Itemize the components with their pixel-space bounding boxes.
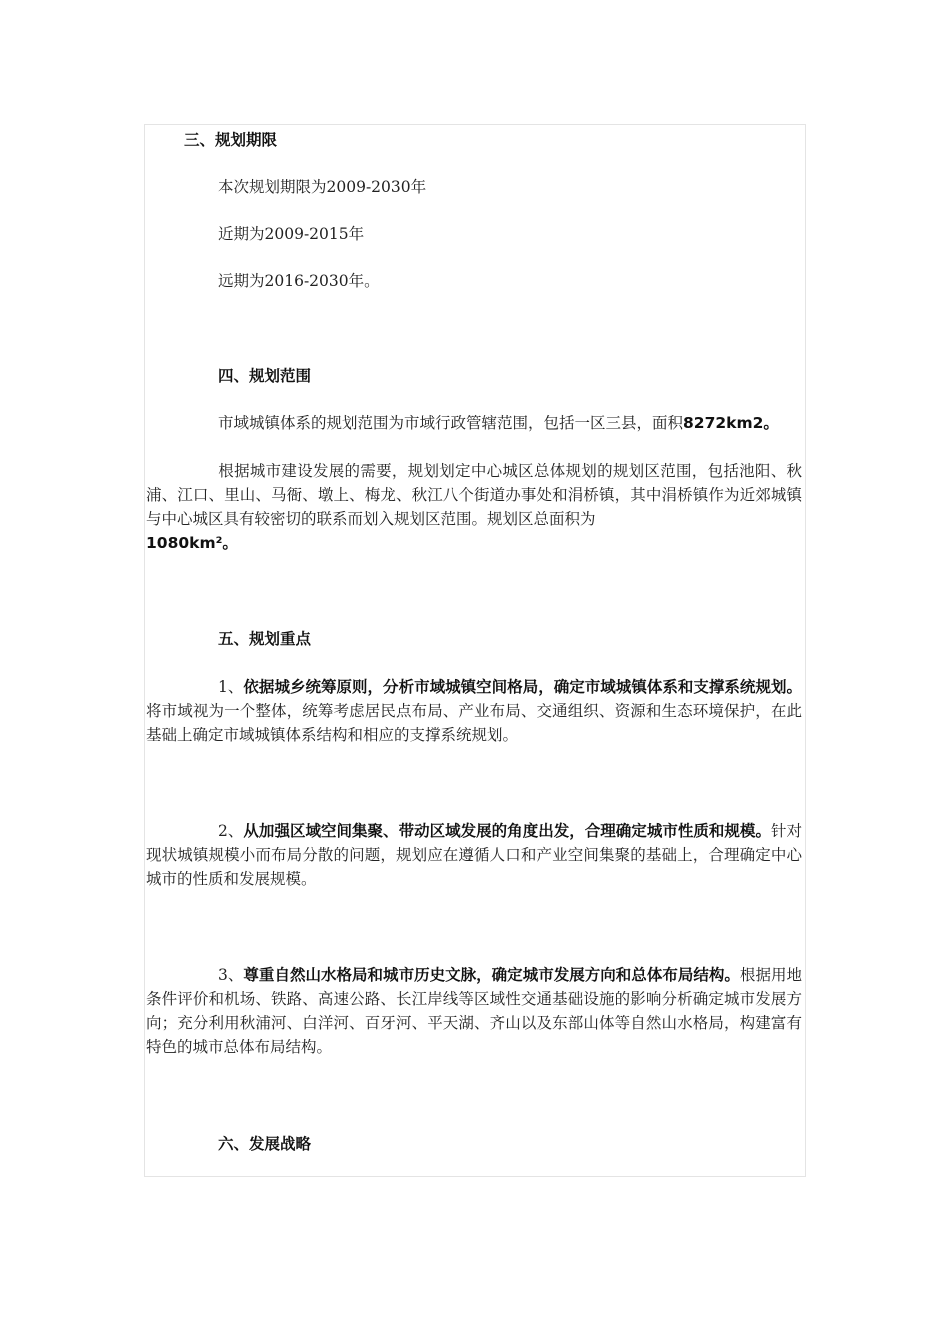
section-heading-scope: 四、规划范围	[218, 367, 312, 385]
section-heading-strategy: 六、发展战略	[218, 1135, 312, 1153]
section-heading-focus: 五、规划重点	[218, 630, 312, 648]
focus-item-2-text: 针对现状城镇规模小而布局分散的问题，规划应在遵循人口和产业空间集聚的基础上，合理确定中心城市的性质和发展规模。	[146, 822, 802, 888]
focus-item-3	[146, 963, 802, 1059]
scope-paragraph-1	[218, 411, 779, 435]
scope-p1-text: 市域城镇体系的规划范围为市域行政管辖范围，包括一区三县，面积	[218, 414, 684, 432]
focus-item-2-num: 2、	[218, 822, 244, 840]
focus-item-1	[146, 675, 802, 747]
period-far: 远期为2016-2030年。	[218, 272, 380, 290]
focus-item-2-bold: 从加强区域空间集聚、带动区域发展的角度出发，合理确定城市性质和规模。	[243, 822, 771, 840]
scope-p1-area: 8272km2。	[683, 414, 779, 432]
focus-item-3-text: 根据用地条件评价和机场、铁路、高速公路、长江岸线等区域性交通基础设施的影响分析确定城市发展方向；充分利用秋浦河、白洋河、百牙河、平天湖、齐山以及东部山体等自然山水格局，构建富有特色的城市总体布局结构。	[146, 966, 802, 1056]
scope-p2-area: 1080km²。	[146, 534, 238, 552]
scope-p2-text: 根据城市建设发展的需要，规划划定中心城区总体规划的规划区范围，包括池阳、秋浦、江口、里山、马衙、墩上、梅龙、秋江八个街道办事处和涓桥镇，其中涓桥镇作为近郊城镇与中心城区具有较密切的联系而划入规划区范围。规划区总面积为	[146, 462, 802, 528]
period-total: 本次规划期限为2009-2030年	[218, 178, 427, 196]
period-near: 近期为2009-2015年	[218, 225, 365, 243]
focus-item-2	[146, 819, 802, 891]
focus-item-3-bold: 尊重自然山水格局和城市历史文脉，确定城市发展方向和总体布局结构。	[243, 966, 740, 984]
section-heading-period: 三、规划期限	[184, 131, 278, 149]
focus-item-1-bold: 依据城乡统筹原则，分析市域城镇空间格局，确定市域城镇体系和支撑系统规划。	[243, 678, 802, 696]
scope-paragraph-2	[146, 459, 802, 555]
focus-item-1-num: 1、	[218, 678, 244, 696]
focus-item-1-text: 将市域视为一个整体，统筹考虑居民点布局、产业布局、交通组织、资源和生态环境保护，在此基础上确定市域城镇体系结构和相应的支撑系统规划。	[146, 702, 802, 744]
focus-item-3-num: 3、	[218, 966, 244, 984]
